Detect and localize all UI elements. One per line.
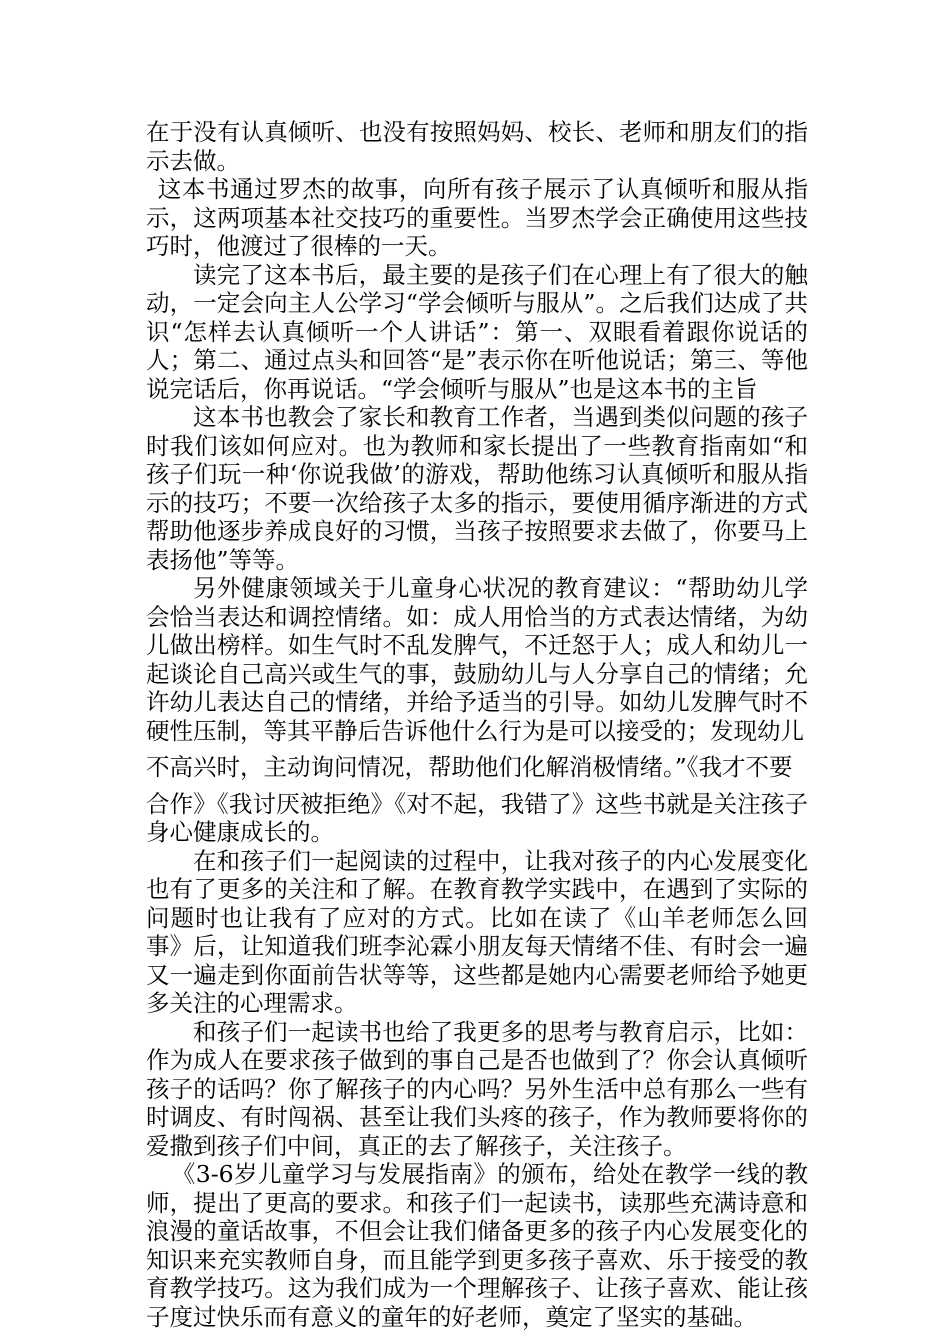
paragraph-3: 读完了这本书后，最主要的是孩子们在心理上有了很大的触动，一定会向主人公学习“学会倾听与服从”。之后我们达成了共识“怎样去认真倾听一个人讲话”：第一、双眼看着跟你说话的人；第二、通过点头和回答“是”表示你在听他说话；第三、等他说完话后，你再说话。“学会倾听与服从”也是这本书的主旨: [146, 260, 808, 403]
paragraph-8: 《3-6岁儿童学习与发展指南》的颁布，给处在教学一线的教师，提出了更高的要求。和孩子们一起读书，读那些充满诗意和浪漫的童话故事，不但会让我们储备更多的孩子内心发展变化的知识来充实教师自身，而且能学到更多孩子喜欢、乐于接受的教育教学技巧。这为我们成为一个理解孩子、让孩子喜欢、能让孩子度过快乐而有意义的童年的好老师，奠定了坚实的基础。: [146, 1160, 808, 1331]
paragraph-5-line-2: 不高兴时，主动询问情况，帮助他们化解消极情绪。”《我才不要: [146, 753, 793, 781]
paragraph-5-line-3: 合作》《我讨厌被拒绝》《对不起，我错了》这些书就是关注孩子身心健康成长的。: [146, 789, 808, 846]
document-body: [146, 118, 808, 1331]
paragraph-2: 这本书通过罗杰的故事，向所有孩子展示了认真倾听和服从指示，这两项基本社交技巧的重要性。当罗杰学会正确使用这些技巧时，他渡过了很棒的一天。: [146, 175, 808, 260]
paragraph-1: 在于没有认真倾听、也没有按照妈妈、校长、老师和朋友们的指示去做。: [146, 118, 808, 175]
paragraph-6: 在和孩子们一起阅读的过程中，让我对孩子的内心发展变化也有了更多的关注和了解。在教育教学实践中，在遇到了实际的问题时也让我有了应对的方式。比如在读了《山羊老师怎么回事》后，让知道我们班李沁霖小朋友每天情绪不佳、有时会一遍又一遍走到你面前告状等等，这些都是她内心需要老师给予她更多关注的心理需求。: [146, 846, 808, 1017]
paragraph-4: 这本书也教会了家长和教育工作者，当遇到类似问题的孩子时我们该如何应对。也为教师和家长提出了一些教育指南如“和孩子们玩一种‘你说我做’的游戏，帮助他练习认真倾听和服从指示的技巧；不要一次给孩子太多的指示，要使用循序渐进的方式帮助他逐步养成良好的习惯，当孩子按照要求去做了，你要马上表扬他”等等。: [146, 403, 808, 574]
paragraph-7: 和孩子们一起读书也给了我更多的思考与教育启示，比如：作为成人在要求孩子做到的事自己是否也做到了？你会认真倾听孩子的话吗？你了解孩子的内心吗？另外生活中总有那么一些有时调皮、有时闯祸、甚至让我们头疼的孩子，作为教师要将你的爱撒到孩子们中间，真正的去了解孩子，关注孩子。: [146, 1017, 808, 1160]
paragraph-5: 另外健康领域关于儿童身心状况的教育建议：“帮助幼儿学会恰当表达和调控情绪。如：成人用恰当的方式表达情绪，为幼儿做出榜样。如生气时不乱发脾气，不迁怒于人；成人和幼儿一起谈论自己高兴或生气的事，鼓励幼儿与人分享自己的情绪；允许幼儿表达自己的情绪，并给予适当的引导。如幼儿发脾气时不硬性压制，等其平静后告诉他什么行为是可以接受的；发现幼儿: [146, 574, 808, 745]
